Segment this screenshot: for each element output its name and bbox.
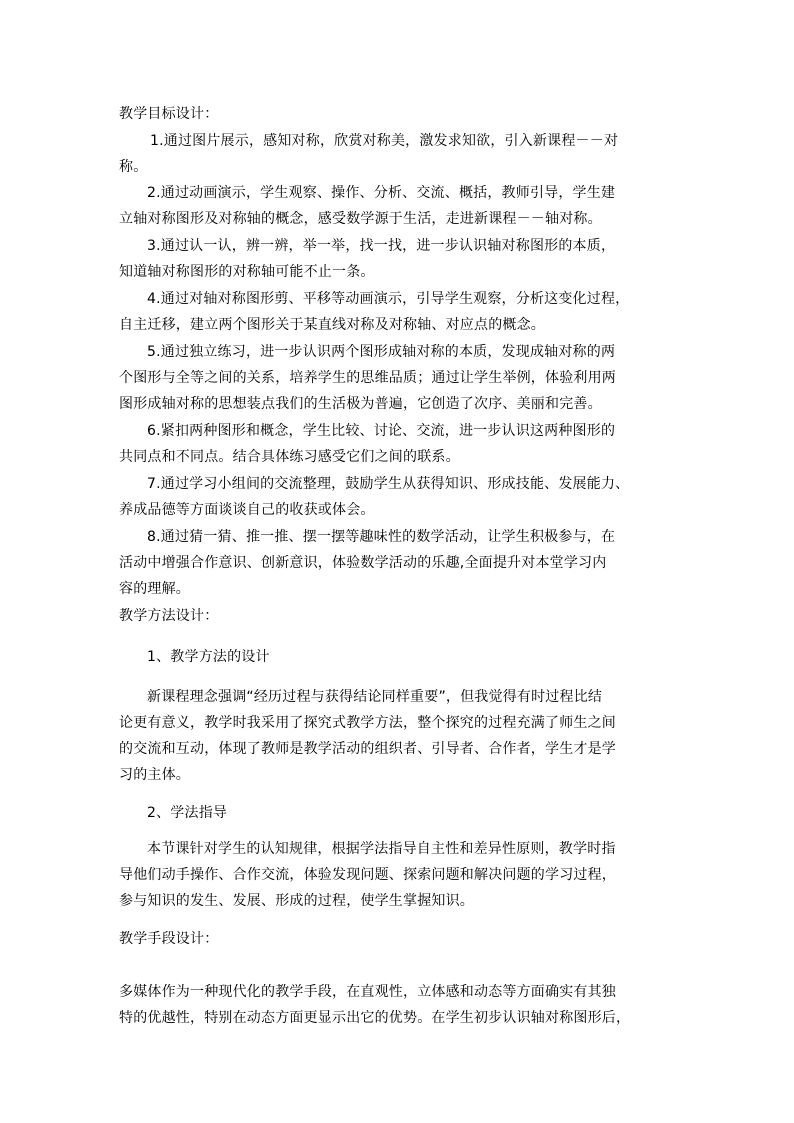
method-section-2-title: 2、学法指导 — [147, 805, 228, 821]
method-section-1-title: 1、教学方法的设计 — [147, 649, 270, 665]
objective-7-line-1: 7.通过学习小组间的交流整理，鼓励学生从获得知识、形成技能、发展能力、 — [147, 476, 630, 492]
objective-6-line-2: 共同点和不同点。结合具体练习感受它们之间的联系。 — [119, 449, 460, 465]
heading-means: 教学手段设计： — [119, 931, 219, 947]
method-section-1-line-1: 新课程理念强调“经历过程与获得结论同样重要”，但我觉得有时过程比结 — [147, 689, 603, 705]
method-section-1-line-2: 论更有意义，教学时我采用了探究式教学方法，整个探究的过程充满了师生之间 — [119, 715, 616, 731]
objective-8-line-3: 容的理解。 — [119, 581, 190, 597]
objective-6-line-1: 6.紧扣两种图形和概念，学生比较、讨论、交流，进一步认识这两种图形的 — [147, 423, 616, 439]
objective-4-line-1: 4.通过对轴对称图形剪、平移等动画演示，引导学生观察，分析这变化过程， — [147, 291, 630, 307]
objective-1-line-1: 1.通过图片展示，感知对称，欣赏对称美，激发求知欲，引入新课程－－对 — [150, 133, 619, 149]
objective-4-line-2: 自主迁移，建立两个图形关于某直线对称及对称轴、对应点的概念。 — [119, 317, 545, 333]
objective-1-line-2: 称。 — [119, 159, 148, 175]
means-line-2: 特的优越性，特别在动态方面更显示出它的优势。在学生初步认识轴对称图形后， — [119, 1010, 631, 1026]
objective-3-line-1: 3.通过认一认，辨一辨，举一举，找一找，进一步认识轴对称图形的本质， — [147, 238, 616, 254]
objective-2-line-1: 2.通过动画演示，学生观察、操作、分析、交流、概括，教师引导，学生建 — [147, 185, 616, 201]
method-section-2-line-3: 参与知识的发生、发展、形成的过程，使学生掌握知识。 — [119, 893, 474, 909]
method-section-1-line-3: 的交流和互动，体现了教师是教学活动的组织者、引导者、合作者，学生才是学 — [119, 741, 616, 757]
objective-2-line-2: 立轴对称图形及对称轴的概念，感受数学源于生活，走进新课程－－轴对称。 — [119, 211, 602, 227]
objective-5-line-2: 个图形与全等之间的关系，培养学生的思维品质；通过让学生举例，体验利用两 — [119, 370, 616, 386]
objective-5-line-3: 图形成轴对称的思想装点我们的生活极为普遍，它创造了次序、美丽和完善。 — [119, 396, 602, 412]
objective-3-line-2: 知道轴对称图形的对称轴可能不止一条。 — [119, 264, 375, 280]
heading-objectives: 教学目标设计： — [119, 106, 219, 122]
objective-7-line-2: 养成品德等方面谈谈自己的收获或体会。 — [119, 502, 375, 518]
objective-5-line-1: 5.通过独立练习，进一步认识两个图形成轴对称的本质，发现成轴对称的两 — [147, 344, 616, 360]
method-section-1-line-4: 习的主体。 — [119, 767, 190, 783]
heading-methods: 教学方法设计： — [119, 608, 219, 624]
means-line-1: 多媒体作为一种现代化的教学手段，在直观性，立体感和动态等方面确实有其独 — [119, 984, 616, 1000]
objective-8-line-2: 活动中增强合作意识、创新意识，体验数学活动的乐趣,全面提升对本堂学习内 — [119, 555, 607, 571]
objective-8-line-1: 8.通过猜一猜、推一推、摆一摆等趣味性的数学活动，让学生积极参与，在 — [147, 529, 616, 545]
method-section-2-line-2: 导他们动手操作、合作交流，体验发现问题、探索问题和解决问题的学习过程， — [119, 867, 616, 883]
method-section-2-line-1: 本节课针对学生的认知规律，根据学法指导自主性和差异性原则，教学时指 — [147, 841, 616, 857]
